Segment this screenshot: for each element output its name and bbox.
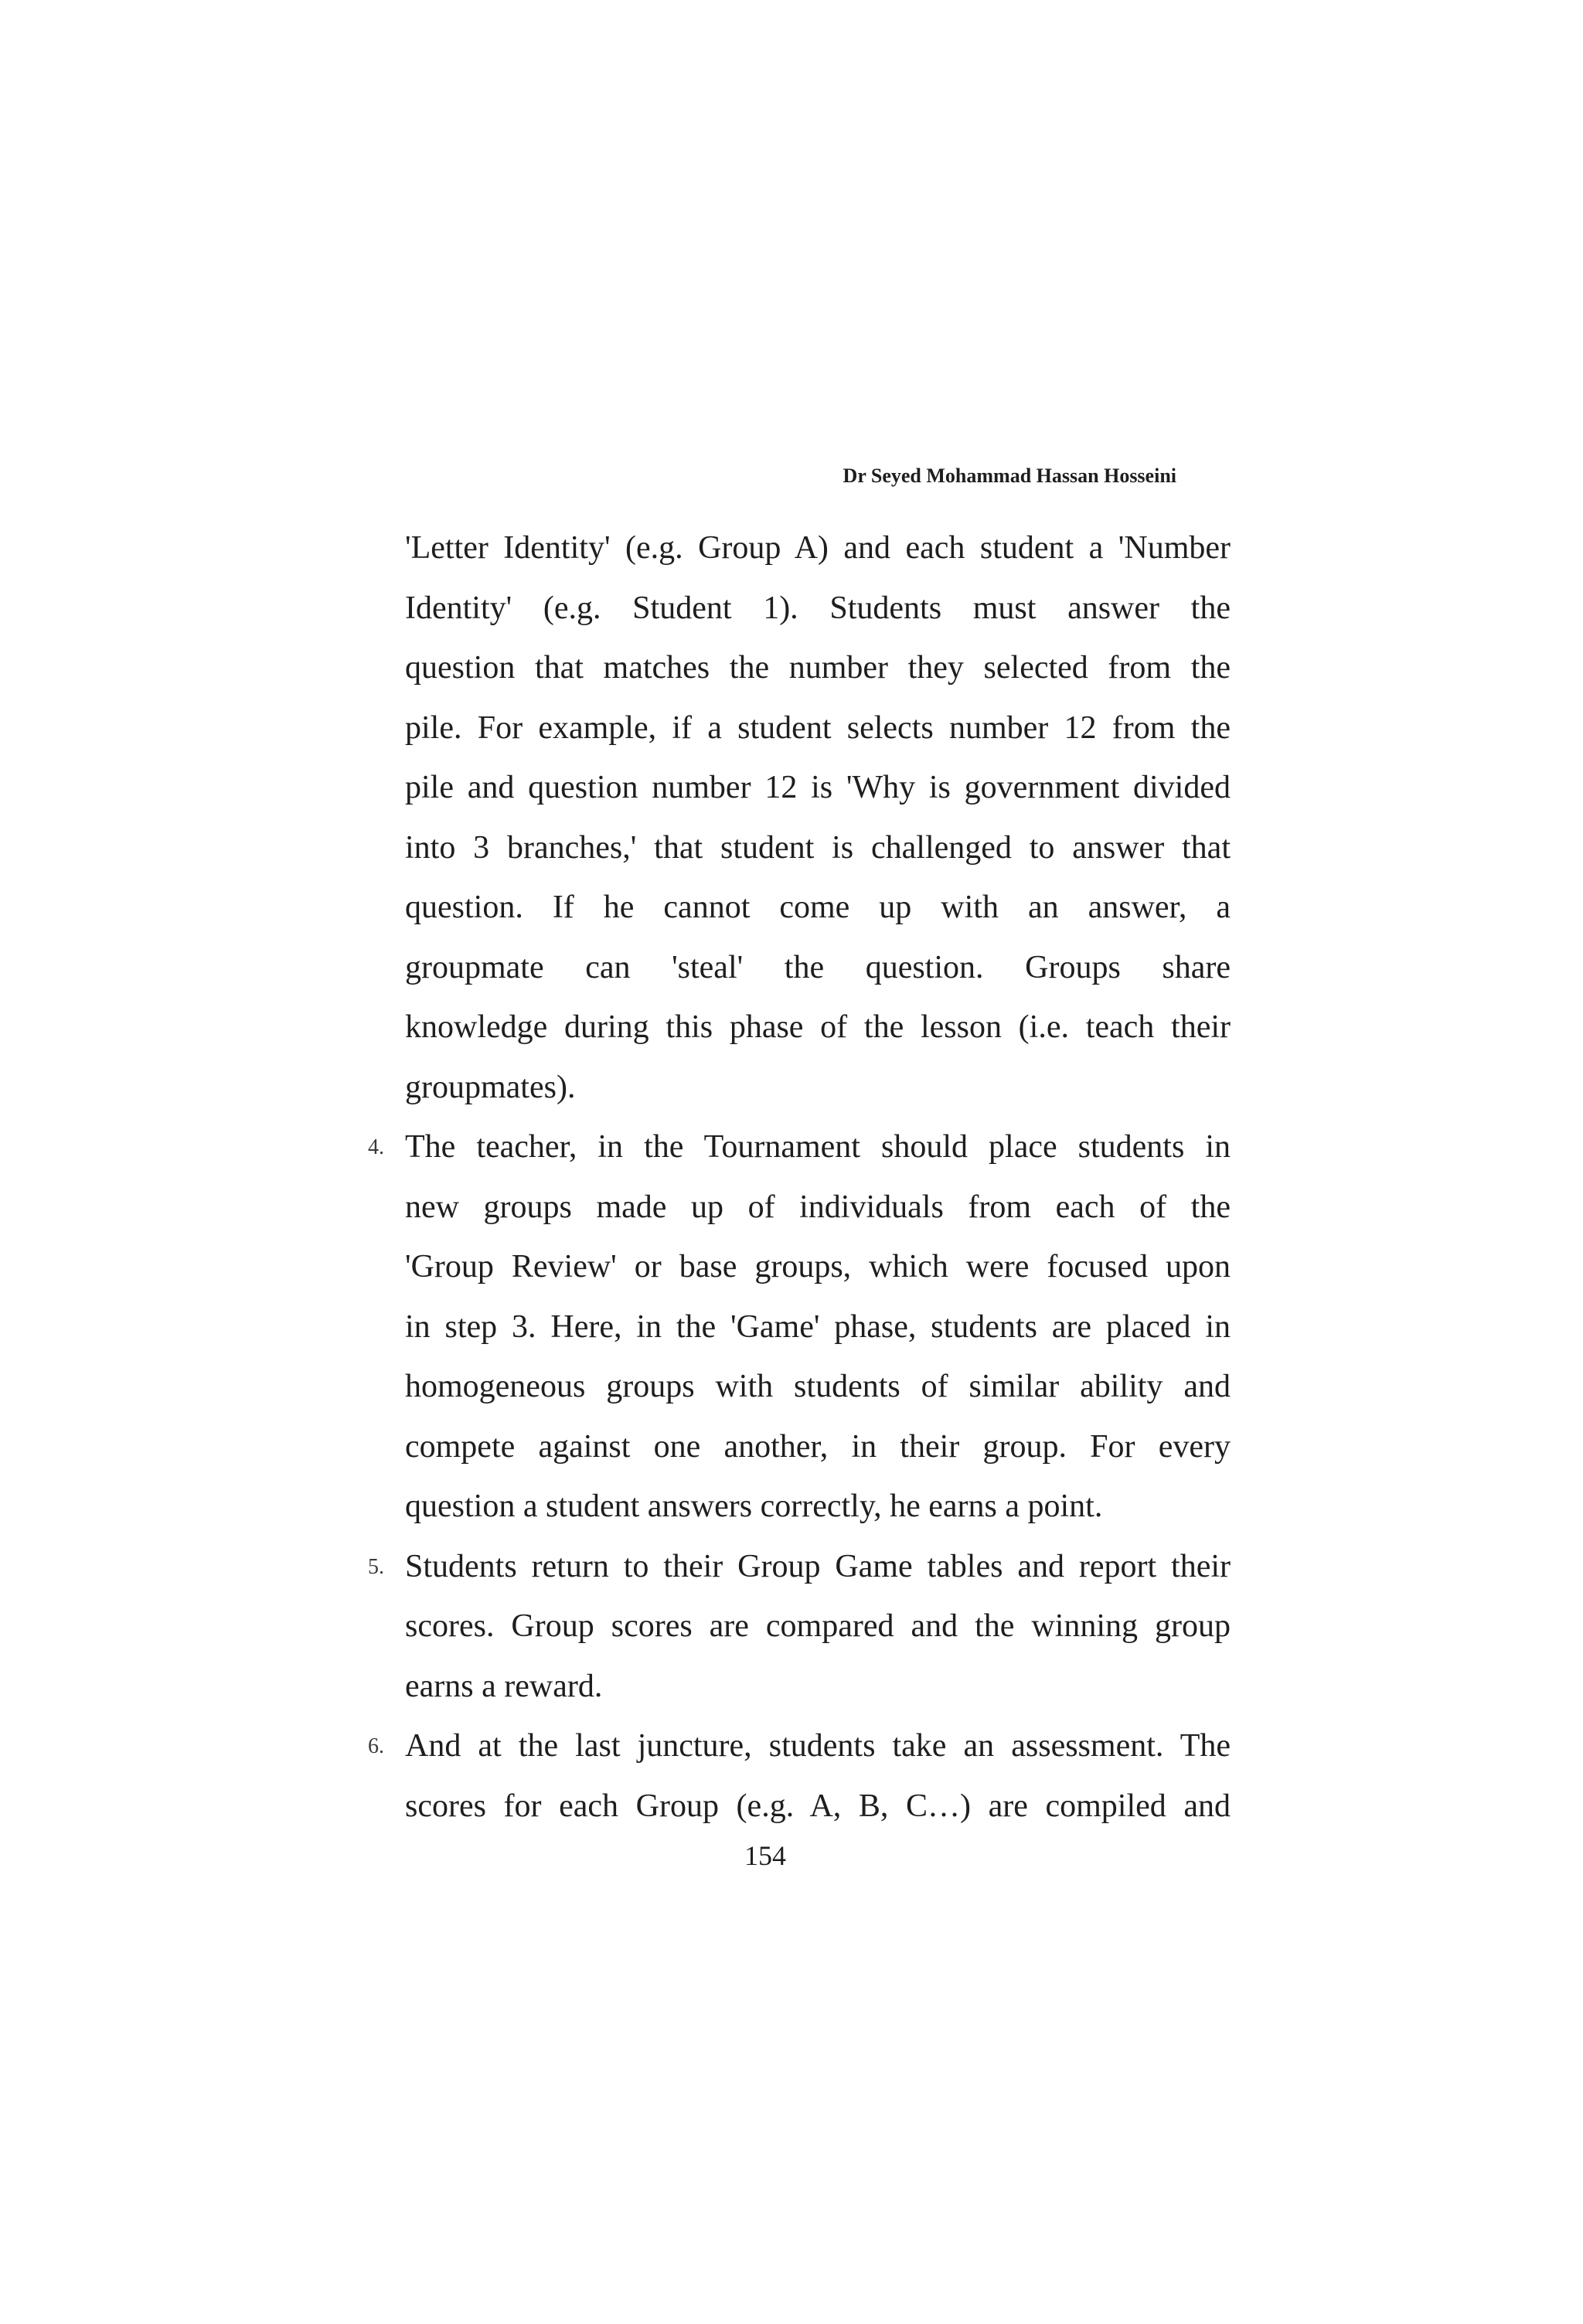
- body-text: [368, 519, 1231, 1836]
- list-item-5: 5. Students return to their Group Game tables and report their: [405, 1537, 1231, 1598]
- list-number: 4.: [368, 1135, 384, 1159]
- list-item-4: 4. The teacher, in the Tournament should place students in: [405, 1118, 1231, 1178]
- text-line: pile and question number 12 is 'Why is government divided: [405, 770, 1231, 805]
- running-header: Dr Seyed Mohammad Hassan Hosseini: [843, 464, 1176, 487]
- text-line: groupmates).: [405, 1069, 576, 1105]
- text-line: groupmate can 'steal' the question. Groups share: [405, 949, 1231, 985]
- text-line: question. If he cannot come up with an answer, a: [405, 890, 1231, 925]
- list-item-6: 6. And at the last juncture, students take an assessment. The: [405, 1717, 1231, 1777]
- text-line: Identity' (e.g. Student 1). Students must answer the: [405, 590, 1231, 626]
- list-number: 5.: [368, 1554, 384, 1579]
- text-line: new groups made up of individuals from each of the: [405, 1189, 1231, 1225]
- text-line: scores for each Group (e.g. A, B, C…) are compiled and: [405, 1788, 1231, 1824]
- text-line: in step 3. Here, in the 'Game' phase, students are placed in: [405, 1308, 1231, 1345]
- text-line: 'Letter Identity' (e.g. Group A) and each student a 'Number: [405, 530, 1231, 566]
- text-line: question that matches the number they selected from the: [405, 650, 1231, 686]
- text-line: question a student answers correctly, he earns a point.: [405, 1489, 1103, 1524]
- text-line: earns a reward.: [405, 1668, 603, 1704]
- text-line: pile. For example, if a student selects number 12 from the: [405, 709, 1231, 746]
- text-line: knowledge during this phase of the lesson (i.e. teach their: [405, 1009, 1231, 1045]
- page-number: 154: [744, 1840, 786, 1871]
- list-number: 6.: [368, 1734, 384, 1758]
- text-line: 'Group Review' or base groups, which were focused upon: [405, 1249, 1231, 1284]
- text-line: homogeneous groups with students of similar ability and: [405, 1369, 1231, 1404]
- text-line: scores. Group scores are compared and the winning group: [405, 1608, 1231, 1644]
- text-line: into 3 branches,' that student is challenged to answer that: [405, 829, 1231, 866]
- text-line: compete against one another, in their group. For every: [405, 1428, 1231, 1465]
